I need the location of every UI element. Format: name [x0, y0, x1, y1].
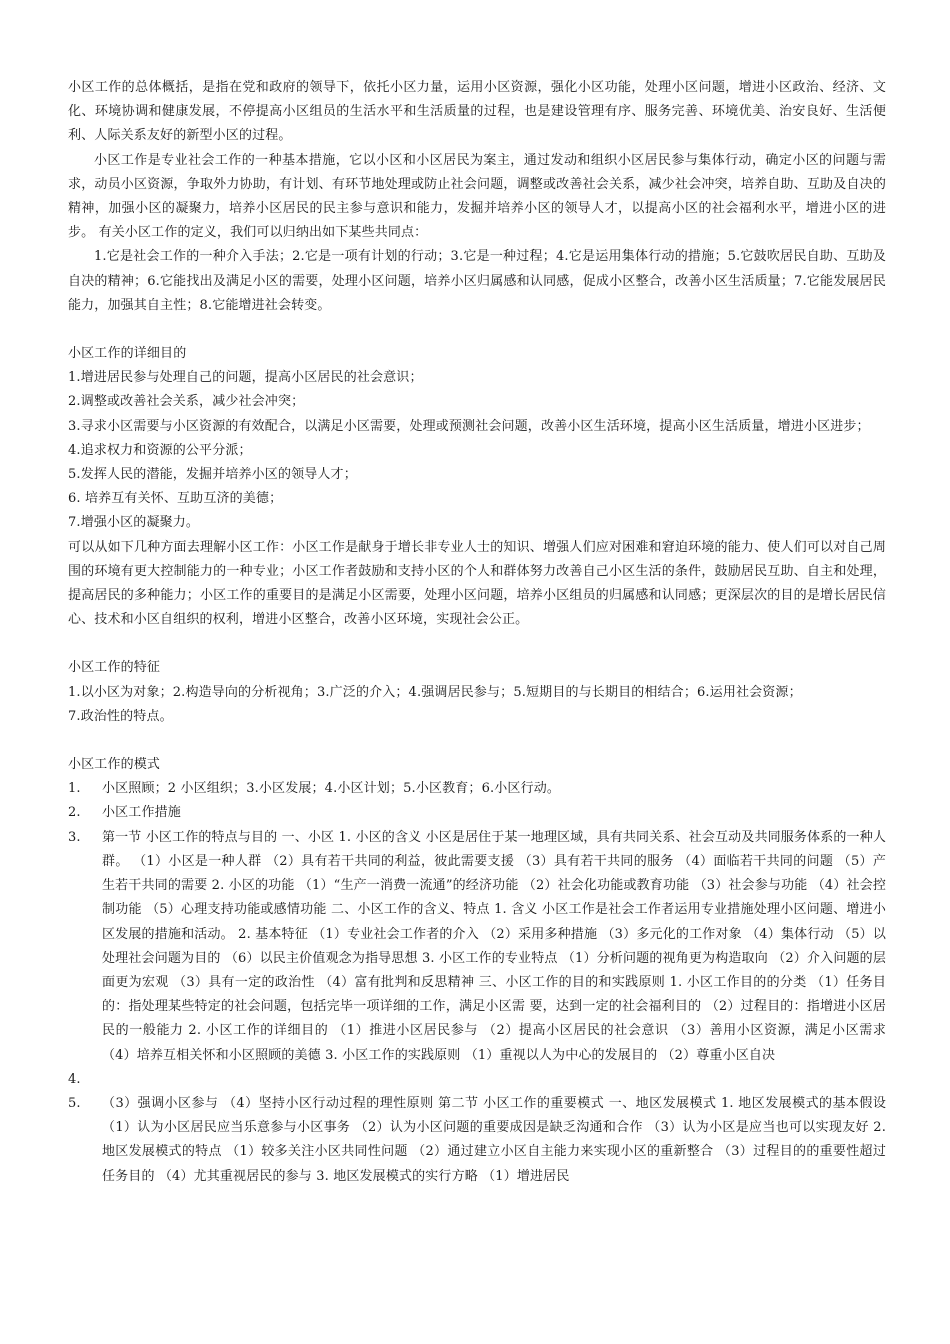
list-item — [68, 826, 886, 1068]
goals-item: 2.调整或改善社会关系，减少社会冲突； — [68, 394, 305, 410]
models-list — [68, 777, 886, 1188]
list-item-text: 小区照顾；2 小区组织；3.小区发展；4.小区计划；5.小区教育；6.小区行动。 — [102, 781, 561, 797]
list-item-text: 第一节 小区工作的特点与目的 一、小区 1. 小区的含义 小区是居住于某一地理区域，具有共同关系、社会互动及共同服务体系的一种人群。 （1）小区是一种人群 （2）具有若干共同的利益，彼此需要支援 （3）具有若干共同的服务 （4）面临若干共同的问题 （5）产生若干共同的需要 2. 小区的功能 （1）“生产一消费一流通”的经济功能 （2）社会化功能或教育功能 （3）社会参与功能 （4）社会控制功能 （5）心理支持功能或感情功能 二、小区工作的含义、特点 1. 含义 小区工作是社会工作者运用专业措施处理小区问题、增进小区发展的措施和活动。 2. 基本特征 （1）专业社会工作者的介入 （2）采用多种措施 （3）多元化的工作对象 （4）集体行动 （5）以处理社会问题为目的 （6）以民主价值观念为指导思想 3. 小区工作的专业特点 （1）分析问题的视角更为构造取向 （2）介入问题的层面更为宏观 （3）具有一定的政治性 （4）富有批判和反思精神 三、小区工作的目的和实践原则 1. 小区工作目的的分类 （1）任务目的：指处理某些特定的社会问题，包括完毕一项详细的工作，满足小区需 要，达到一定的社会福利目的 （2）过程目的：指增进小区居民的一般能力 2. 小区工作的详细目的 （1）推进小区居民参与 （2）提高小区居民的社会意识 （3）善用小区资源，满足小区需求 （4）培养互相关怀和小区照顾的美德 3. 小区工作的实践原则 （1）重视以人为中心的发展目的 （2）尊重小区自决 — [102, 829, 886, 1063]
list-item — [68, 777, 886, 801]
goals-item: 5.发挥人民的潜能，发掘并培养小区的领导人才； — [68, 467, 357, 483]
list-item — [68, 1092, 886, 1189]
blank-line — [68, 318, 886, 342]
intro-paragraph-3: 1.它是社会工作的一种介入手法；2.它是一项有计划的行动；3.它是一种过程；4.它是运用集体行动的措施；5.它鼓吹居民自助、互助及自决的精神；6.它能找出及满足小区的需要，处理小区问题，培养小区归属感和认同感，促成小区整合，改善小区生活质量；7.它能发展居民能力，加强其自主性；8.它能增进社会转变。 — [68, 249, 886, 313]
list-item-text — [102, 1068, 886, 1092]
goals-heading: 小区工作的详细目的 — [68, 346, 187, 362]
list-item — [68, 801, 886, 825]
list-item-number: 4. — [68, 1071, 81, 1087]
list-item-number: 1. — [68, 781, 81, 797]
features-line: 7.政治性的特点。 — [68, 708, 173, 724]
goals-summary: 可以从如下几种方面去理解小区工作：小区工作是献身于增长非专业人士的知识、增强人们应对困难和窘迫环境的能力、使人们可以对自己周围的环境有更大控制能力的一种专业；小区工作者鼓励和支持小区的个人和群体努力改善自己小区生活的条件，鼓励居民互助、自主和处理，提高居民的多种能力；小区工作的重要目的是满足小区需要，处理小区问题，培养小区组员的归属感和认同感；更深层次的目的是增长居民信心、技术和小区自组织的权利，增进小区整合，改善小区环境，实现社会公正。 — [68, 539, 886, 628]
blank-line — [68, 632, 886, 656]
list-item-number: 2. — [68, 805, 81, 821]
list-item-text: 小区工作措施 — [102, 805, 181, 821]
models-heading: 小区工作的模式 — [68, 757, 161, 773]
goals-item: 4.追求权力和资源的公平分派； — [68, 442, 252, 458]
intro-paragraph-2: 小区工作是专业社会工作的一种基本措施，它以小区和小区居民为案主，通过发动和组织小区居民参与集体行动，确定小区的问题与需求，动员小区资源，争取外力协助，有计划、有环节地处理或防止社会问题，调整或改善社会关系，减少社会冲突，培养自助、互助及自决的精神，加强小区的凝聚力，培养小区居民的民主参与意识和能力，发掘并培养小区的领导人才，以提高小区的社会福利水平，增进小区的进步。 有关小区工作的定义，我们可以归纳出如下某些共同点： — [68, 152, 886, 241]
intro-paragraph-1: 小区工作的总体概括，是指在党和政府的领导下，依托小区力量，运用小区资源，强化小区功能，处理小区问题，增进小区政治、经济、文化、环境协调和健康发展，不停提高小区组员的生活水平和生活质量的过程，也是建设管理有序、服务完善、环境优美、治安良好、生活便利、人际关系友好的新型小区的过程。 — [68, 80, 886, 144]
document-page — [68, 76, 886, 1189]
features-line: 1.以小区为对象；2.构造导向的分析视角；3.广泛的介入；4.强调居民参与；5.短期目的与长期目的相结合；6.运用社会资源； — [68, 684, 802, 700]
blank-line — [68, 729, 886, 753]
goals-item: 7.增强小区的凝聚力。 — [68, 515, 200, 531]
list-item — [68, 1068, 886, 1092]
list-item-number: 5. — [68, 1095, 81, 1111]
list-item-text: （3）强调小区参与 （4）坚持小区行动过程的理性原则 第二节 小区工作的重要模式 一、地区发展模式 1. 地区发展模式的基本假设 （1）认为小区居民应当乐意参与小区事务 （2）认为小区问题的重要成因是缺乏沟通和合作 （3）认为小区是应当也可以实现友好 2. 地区发展模式的特点 （1）较多关注小区共同性问题 （2）通过建立小区自主能力来实现小区的重新整合 （3）过程目的的重要性超过任务目的 （4）尤其重视居民的参与 3. 地区发展模式的实行方略 （1）增进居民 — [102, 1095, 886, 1184]
list-item-number: 3. — [68, 829, 81, 845]
goals-item: 3.寻求小区需要与小区资源的有效配合，以满足小区需要，处理或预测社会问题，改善小区生活环境，提高小区生活质量，增进小区进步； — [68, 418, 870, 434]
goals-item: 6. 培养互有关怀、互助互济的美德； — [68, 491, 283, 507]
features-heading: 小区工作的特征 — [68, 660, 161, 676]
goals-item: 1.增进居民参与处理自己的问题，提高小区居民的社会意识； — [68, 370, 423, 386]
